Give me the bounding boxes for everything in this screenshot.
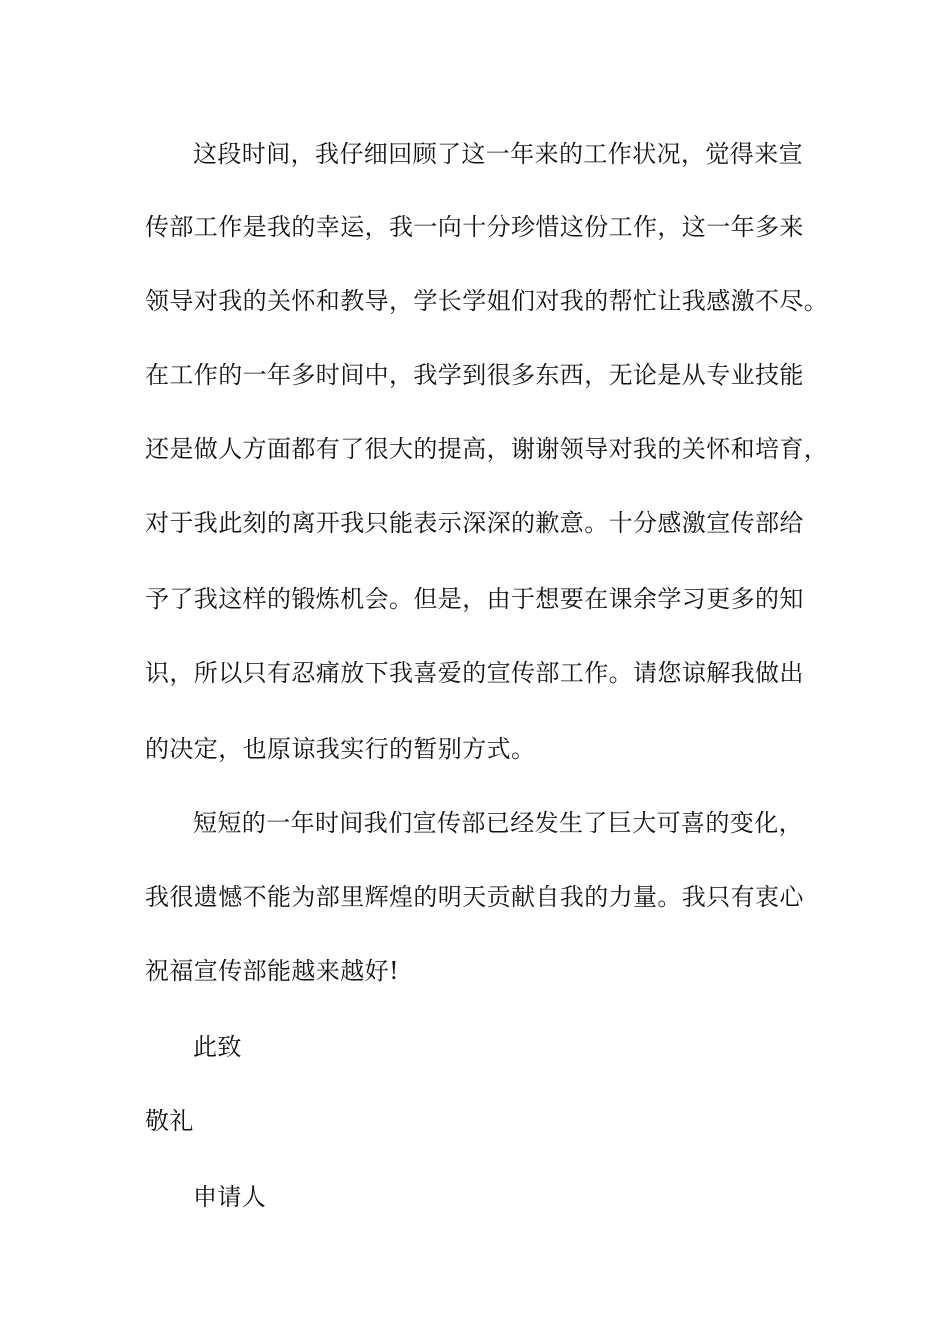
paragraph-1-line-9: 的决定，也原谅我实行的暂别方式。 bbox=[145, 735, 536, 763]
paragraph-1-line-1: 这段时间，我仔细回顾了这一年来的工作状况，觉得来宣 bbox=[193, 140, 803, 168]
signature-label: 申请人 bbox=[193, 1183, 267, 1211]
closing-text: 此致 bbox=[193, 1033, 242, 1061]
paragraph-1-line-4: 在工作的一年多时间中，我学到很多东西，无论是从专业技能 bbox=[145, 361, 804, 389]
paragraph-1-line-6: 对于我此刻的离开我只能表示深深的歉意。十分感激宣传部给 bbox=[145, 509, 804, 537]
paragraph-1-line-7: 予了我这样的锻炼机会。但是，由于想要在课余学习更多的知 bbox=[145, 585, 804, 613]
paragraph-2-line-3: 祝福宣传部能越来越好! bbox=[145, 957, 400, 985]
paragraph-2-line-1: 短短的一年时间我们宣传部已经发生了巨大可喜的变化， bbox=[193, 809, 803, 837]
paragraph-1-line-5: 还是做人方面都有了很大的提高，谢谢领导对我的关怀和培育， bbox=[145, 435, 829, 463]
paragraph-1-line-3: 领导对我的关怀和教导，学长学姐们对我的帮忙让我感激不尽。 bbox=[145, 287, 829, 315]
paragraph-1-line-2: 传部工作是我的幸运，我一向十分珍惜这份工作，这一年多来 bbox=[145, 213, 804, 241]
paragraph-1-line-8: 识，所以只有忍痛放下我喜爱的宣传部工作。请您谅解我做出 bbox=[145, 659, 804, 687]
salute-text: 敬礼 bbox=[145, 1107, 194, 1135]
paragraph-2-line-2: 我很遗憾不能为部里辉煌的明天贡献自我的力量。我只有衷心 bbox=[145, 883, 804, 911]
